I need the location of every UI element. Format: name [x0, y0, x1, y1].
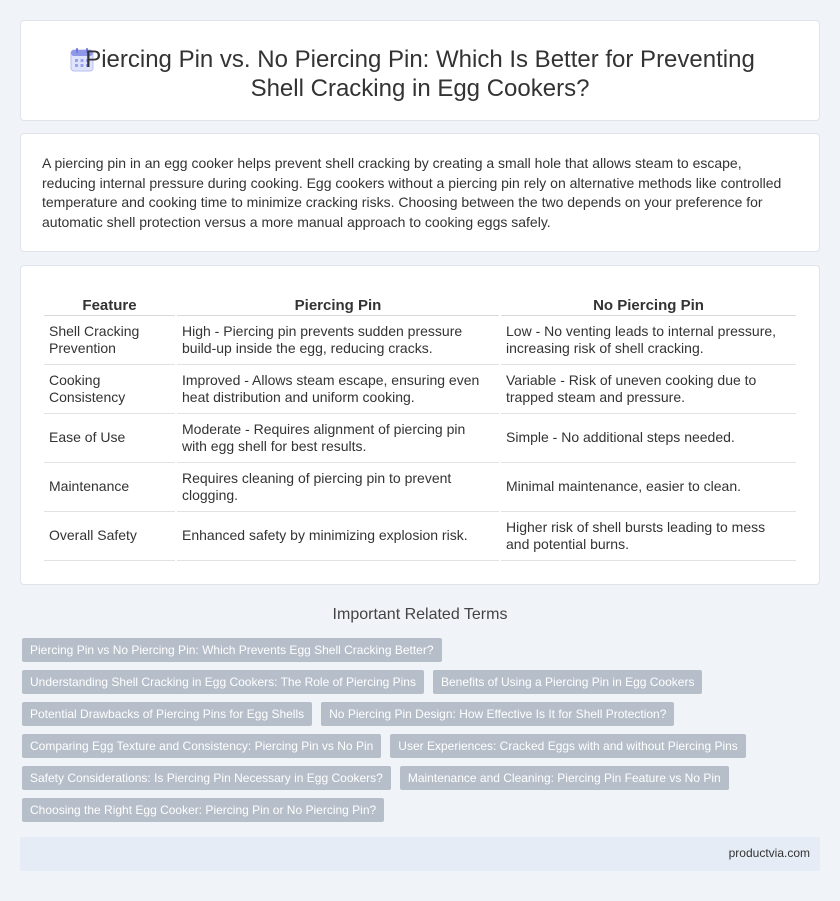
piercing-pin-cell: Improved - Allows steam escape, ensuring even heat distribution and uniform cooking. [177, 365, 499, 414]
intro-card [20, 133, 820, 252]
tag-row [22, 670, 822, 702]
header-card [20, 20, 820, 121]
comparison-table [42, 294, 798, 561]
table-row [44, 463, 796, 512]
feature-cell: Maintenance [44, 463, 175, 512]
tag-row [22, 734, 822, 766]
tag-row [22, 638, 822, 670]
column-header-feature: Feature [44, 294, 175, 316]
table-row [44, 365, 796, 414]
no-piercing-pin-cell: Simple - No additional steps needed. [501, 414, 796, 463]
page-title: Piercing Pin vs. No Piercing Pin: Which Is Better for Preventing Shell Cracking in Egg Cookers? [85, 46, 755, 102]
no-piercing-pin-cell: Variable - Risk of uneven cooking due to trapped steam and pressure. [501, 365, 796, 414]
tag-row [22, 798, 822, 830]
related-term-link[interactable]: Benefits of Using a Piercing Pin in Egg Cookers [433, 670, 702, 694]
footer-bar [20, 837, 820, 871]
piercing-pin-cell: Moderate - Requires alignment of piercing pin with egg shell for best results. [177, 414, 499, 463]
piercing-pin-cell: High - Piercing pin prevents sudden pressure build-up inside the egg, reducing cracks. [177, 316, 499, 365]
feature-cell: Overall Safety [44, 512, 175, 561]
comparison-table-card [20, 265, 820, 585]
related-term-link[interactable]: Comparing Egg Texture and Consistency: Piercing Pin vs No Pin [22, 734, 381, 758]
feature-cell: Cooking Consistency [44, 365, 175, 414]
no-piercing-pin-cell: Higher risk of shell bursts leading to mess and potential burns. [501, 512, 796, 561]
column-header-no-piercing-pin: No Piercing Pin [501, 294, 796, 316]
no-piercing-pin-cell: Minimal maintenance, easier to clean. [501, 463, 796, 512]
piercing-pin-cell: Requires cleaning of piercing pin to prevent clogging. [177, 463, 499, 512]
related-terms-list [22, 638, 822, 830]
related-term-link[interactable]: Maintenance and Cleaning: Piercing Pin Feature vs No Pin [400, 766, 729, 790]
feature-cell: Shell Cracking Prevention [44, 316, 175, 365]
related-term-link[interactable]: Safety Considerations: Is Piercing Pin Necessary in Egg Cookers? [22, 766, 391, 790]
table-row [44, 316, 796, 365]
related-term-link[interactable]: Piercing Pin vs No Piercing Pin: Which Prevents Egg Shell Cracking Better? [22, 638, 442, 662]
related-term-link[interactable]: Potential Drawbacks of Piercing Pins for Egg Shells [22, 702, 312, 726]
table-row [44, 512, 796, 561]
column-header-piercing-pin: Piercing Pin [177, 294, 499, 316]
related-term-link[interactable]: Understanding Shell Cracking in Egg Cookers: The Role of Piercing Pins [22, 670, 424, 694]
tag-row [22, 702, 822, 734]
related-terms-heading: Important Related Terms [332, 606, 508, 623]
tag-row [22, 766, 822, 798]
related-term-link[interactable]: Choosing the Right Egg Cooker: Piercing Pin or No Piercing Pin? [22, 798, 384, 822]
piercing-pin-cell: Enhanced safety by minimizing explosion risk. [177, 512, 499, 561]
related-term-link[interactable]: No Piercing Pin Design: How Effective Is It for Shell Protection? [321, 702, 674, 726]
intro-paragraph: A piercing pin in an egg cooker helps prevent shell cracking by creating a small hole that allows steam to escape, reducing internal pressure during cooking. Egg cookers without a piercing pin rely on alternative methods like controlled temperature and cooking time to minimize cracking risks. Choosing between the two depends on your preference for automatic shell protection versus a more manual approach to cooking eggs safely. [42, 155, 782, 230]
footer-site-link[interactable]: productvia.com [728, 846, 810, 860]
table-row [44, 414, 796, 463]
no-piercing-pin-cell: Low - No venting leads to internal pressure, increasing risk of shell cracking. [501, 316, 796, 365]
related-term-link[interactable]: User Experiences: Cracked Eggs with and without Piercing Pins [390, 734, 746, 758]
table-header-row [44, 294, 796, 316]
feature-cell: Ease of Use [44, 414, 175, 463]
